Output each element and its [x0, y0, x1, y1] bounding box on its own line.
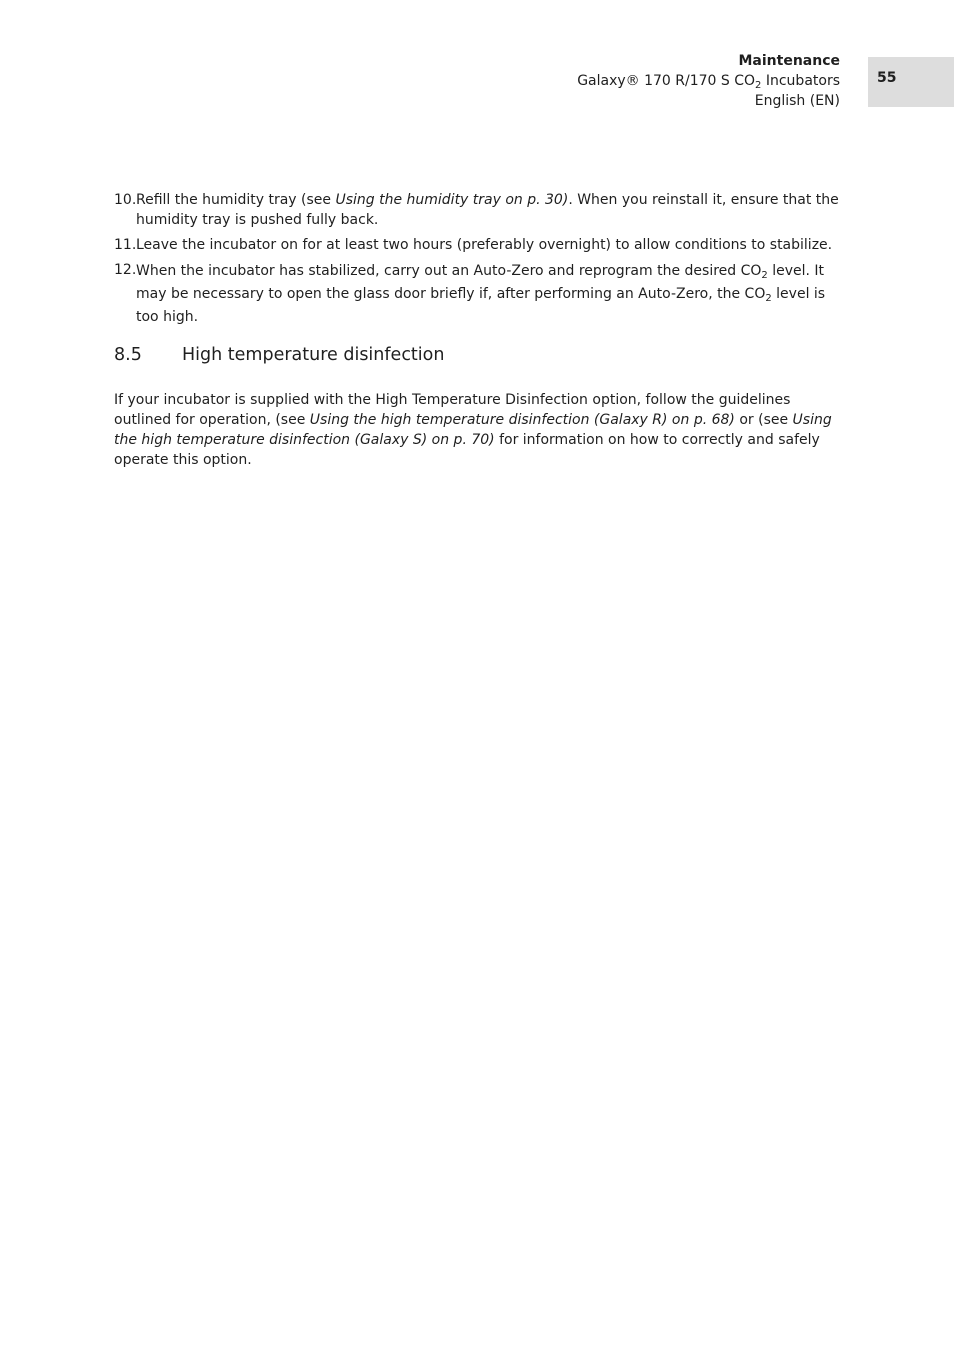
step-text: Leave the incubator on for at least two hours (preferably overnight) to allow conditions to stabilize.: [136, 237, 833, 253]
cross-reference: Using the humidity tray on p. 30): [335, 192, 569, 208]
step-number: 10.: [114, 192, 137, 208]
step-12: [114, 260, 844, 329]
section-paragraph: [114, 390, 844, 470]
header-product-subscript: 2: [755, 80, 762, 91]
paragraph-text: for information on how to correctly and safely operate this option.: [114, 432, 820, 468]
header-product-suffix: Incubators: [761, 73, 840, 89]
section-title: High temperature disinfection: [182, 345, 445, 365]
cross-reference: Using the high temperature disinfection (Galaxy S) on p. 70): [114, 412, 832, 448]
header-section-title: Maintenance: [738, 53, 840, 69]
step-10: [114, 190, 844, 230]
procedure-steps: [114, 190, 844, 334]
step-text-part: When the incubator has stabilized, carry out an Auto-Zero and reprogram the desired CO: [136, 263, 762, 279]
page-number: 55: [877, 70, 897, 86]
step-text-part: . When you reinstall it, ensure that the humidity tray is pushed fully back.: [136, 192, 839, 228]
step-text-part: level is too high.: [136, 286, 826, 325]
step-number: 11.: [114, 237, 137, 253]
paragraph-text: or (see: [734, 412, 793, 428]
cross-reference: Using the high temperature disinfection (Galaxy R) on p. 68): [309, 412, 735, 428]
running-header: [577, 51, 840, 111]
header-language: English (EN): [754, 93, 840, 109]
paragraph-text: If your incubator is supplied with the High Temperature Disinfection option, follow the guidelines outlined for operation, (see: [114, 392, 791, 428]
step-text-part: Refill the humidity tray (see: [136, 192, 336, 208]
step-text-part: level. It may be necessary to open the glass door briefly if, after performing an Auto-Zero, the CO: [136, 263, 825, 302]
section-number: 8.5: [114, 345, 142, 365]
header-product-line: [577, 71, 840, 91]
subscript: 2: [761, 270, 768, 281]
page-number-tab: [868, 57, 954, 107]
step-text: [136, 260, 844, 329]
step-11: [114, 235, 844, 255]
subscript: 2: [765, 293, 772, 304]
step-number: 12.: [114, 262, 137, 278]
step-text: [136, 190, 844, 230]
header-product-prefix: Galaxy® 170 R/170 S CO: [577, 73, 756, 89]
section-heading: [114, 345, 444, 365]
